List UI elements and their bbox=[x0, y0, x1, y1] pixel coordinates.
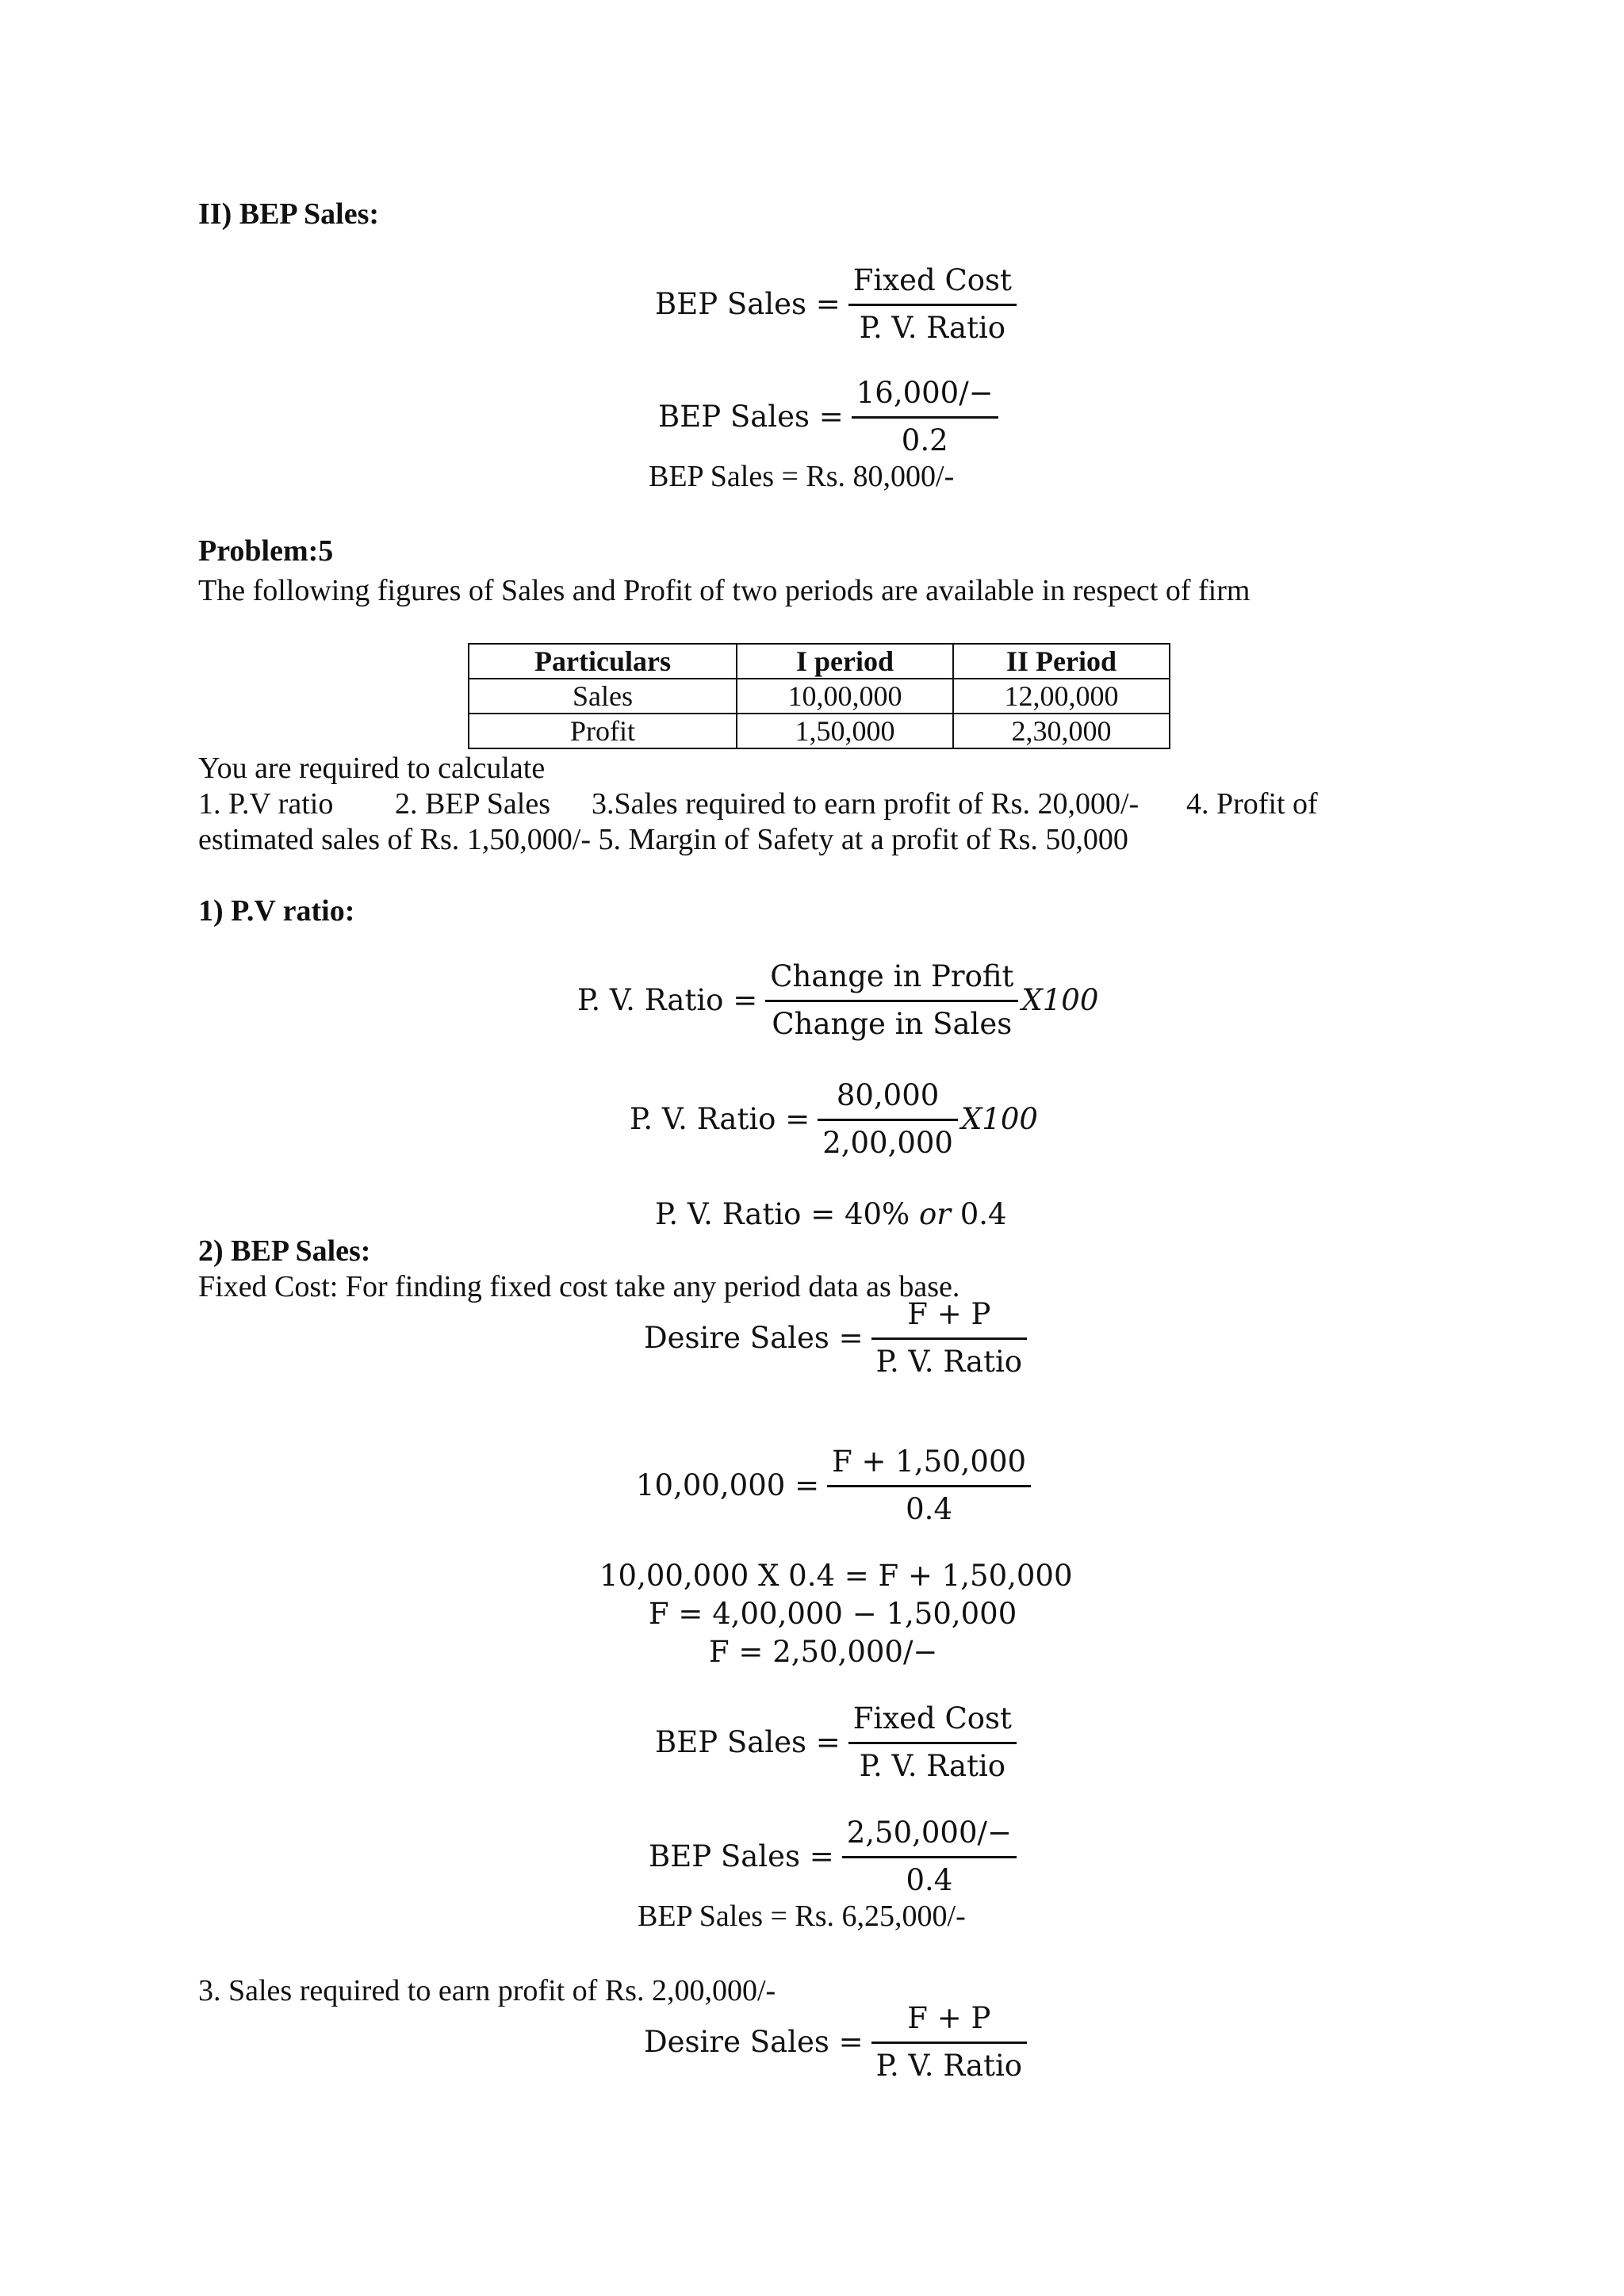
fraction bbox=[765, 959, 1018, 1041]
equation-fixed-cost bbox=[636, 1445, 1031, 1526]
denominator: 0.4 bbox=[906, 1492, 952, 1526]
numerator: Fixed Cost bbox=[852, 1701, 1012, 1735]
tasks-line-2: estimated sales of Rs. 1,50,000/- 5. Margin of Safety at a profit of Rs. 50,000 bbox=[198, 823, 1128, 856]
table-row bbox=[469, 679, 1170, 714]
numerator: F + P bbox=[907, 2001, 991, 2035]
table-cell: Profit bbox=[469, 714, 737, 748]
fraction bbox=[871, 2001, 1027, 2083]
pv-ratio-heading: 1) P.V ratio: bbox=[198, 894, 355, 928]
task-1: 1. P.V ratio bbox=[198, 787, 334, 821]
equation-pv-values bbox=[630, 1078, 1038, 1160]
bep-sales-heading: 2) BEP Sales: bbox=[198, 1234, 371, 1268]
table-header: Particulars bbox=[469, 644, 737, 679]
fixed-cost-note: Fixed Cost: For finding fixed cost take any period data as base. bbox=[198, 1270, 960, 1303]
equation-lhs: BEP Sales = bbox=[649, 1839, 834, 1873]
table-cell: Sales bbox=[469, 679, 737, 714]
equation-lhs: Desire Sales = bbox=[644, 2025, 864, 2059]
equation-lhs: P. V. Ratio = bbox=[577, 983, 758, 1017]
numerator: Change in Profit bbox=[770, 959, 1014, 993]
table-cell: 12,00,000 bbox=[953, 679, 1170, 714]
equation-bep-values-2 bbox=[649, 1816, 1017, 1897]
denominator: 0.2 bbox=[901, 423, 948, 457]
result-tail: 0.4 bbox=[959, 1197, 1007, 1231]
equation-lhs: Desire Sales = bbox=[644, 1321, 864, 1355]
equation-desire-sales bbox=[644, 1297, 1027, 1379]
numerator: 80,000 bbox=[836, 1078, 940, 1112]
fraction bbox=[842, 1816, 1017, 1897]
equation-bep-formula bbox=[655, 263, 1017, 345]
numerator: 2,50,000/− bbox=[846, 1816, 1012, 1850]
denominator: 2,00,000 bbox=[822, 1126, 953, 1160]
pv-ratio-result bbox=[655, 1197, 1007, 1231]
fraction bbox=[848, 1701, 1017, 1783]
required-text: You are required to calculate bbox=[198, 752, 546, 785]
fraction bbox=[848, 263, 1017, 345]
calc-line-1: 10,00,000 X 0.4 = F + 1,50,000 bbox=[599, 1559, 1073, 1593]
calc-line-2: F = 4,00,000 − 1,50,000 bbox=[649, 1597, 1017, 1631]
fraction bbox=[871, 1297, 1027, 1379]
equation-desire-sales-2 bbox=[644, 2001, 1027, 2083]
task-4: 4. Profit of bbox=[1186, 787, 1318, 821]
equation-lhs: 10,00,000 = bbox=[636, 1468, 820, 1502]
denominator: P. V. Ratio bbox=[875, 1345, 1023, 1379]
numerator: 16,000/− bbox=[856, 376, 994, 410]
problem-intro: The following figures of Sales and Profit of two periods are available in respect of firm bbox=[198, 574, 1251, 607]
equation-pv-formula bbox=[577, 959, 1098, 1041]
bep-result: BEP Sales = Rs. 80,000/- bbox=[649, 460, 955, 493]
result-or: or bbox=[918, 1197, 951, 1231]
table-header-row bbox=[469, 644, 1170, 679]
denominator: Change in Sales bbox=[772, 1007, 1013, 1041]
equation-lhs: BEP Sales = bbox=[655, 1725, 841, 1759]
bep-sales-result: BEP Sales = Rs. 6,25,000/- bbox=[638, 1900, 966, 1933]
fraction bbox=[827, 1445, 1031, 1526]
equation-bep-formula-2 bbox=[655, 1701, 1017, 1783]
denominator: P. V. Ratio bbox=[859, 311, 1006, 345]
task-3: 3.Sales required to earn profit of Rs. 20,000/- bbox=[592, 787, 1139, 821]
denominator: P. V. Ratio bbox=[859, 1749, 1006, 1783]
result-main: P. V. Ratio = 40% bbox=[655, 1197, 910, 1231]
fraction bbox=[818, 1078, 958, 1160]
multiplier: X100 bbox=[960, 1102, 1038, 1136]
fraction bbox=[852, 376, 998, 457]
section-heading-bep-sales: II) BEP Sales: bbox=[198, 197, 380, 231]
problem-title: Problem:5 bbox=[198, 534, 334, 568]
table-cell: 1,50,000 bbox=[737, 714, 953, 748]
task-2: 2. BEP Sales bbox=[395, 787, 550, 821]
numerator: F + 1,50,000 bbox=[832, 1445, 1027, 1479]
equation-bep-values bbox=[658, 376, 998, 457]
numerator: F + P bbox=[907, 1297, 991, 1331]
equation-lhs: BEP Sales = bbox=[658, 400, 844, 434]
multiplier: X100 bbox=[1021, 983, 1099, 1017]
equation-lhs: P. V. Ratio = bbox=[630, 1102, 810, 1136]
table-cell: 2,30,000 bbox=[953, 714, 1170, 748]
numerator: Fixed Cost bbox=[852, 263, 1012, 297]
equation-lhs: BEP Sales = bbox=[655, 287, 841, 321]
sales-profit-table bbox=[468, 643, 1170, 749]
table-header: I period bbox=[737, 644, 953, 679]
table-header: II Period bbox=[953, 644, 1170, 679]
denominator: P. V. Ratio bbox=[875, 2049, 1023, 2083]
table-row bbox=[469, 714, 1170, 748]
table-cell: 10,00,000 bbox=[737, 679, 953, 714]
sales-required-heading: 3. Sales required to earn profit of Rs. 2,00,000/- bbox=[198, 1974, 776, 2007]
denominator: 0.4 bbox=[906, 1863, 953, 1897]
calc-line-3: F = 2,50,000/− bbox=[709, 1635, 938, 1669]
